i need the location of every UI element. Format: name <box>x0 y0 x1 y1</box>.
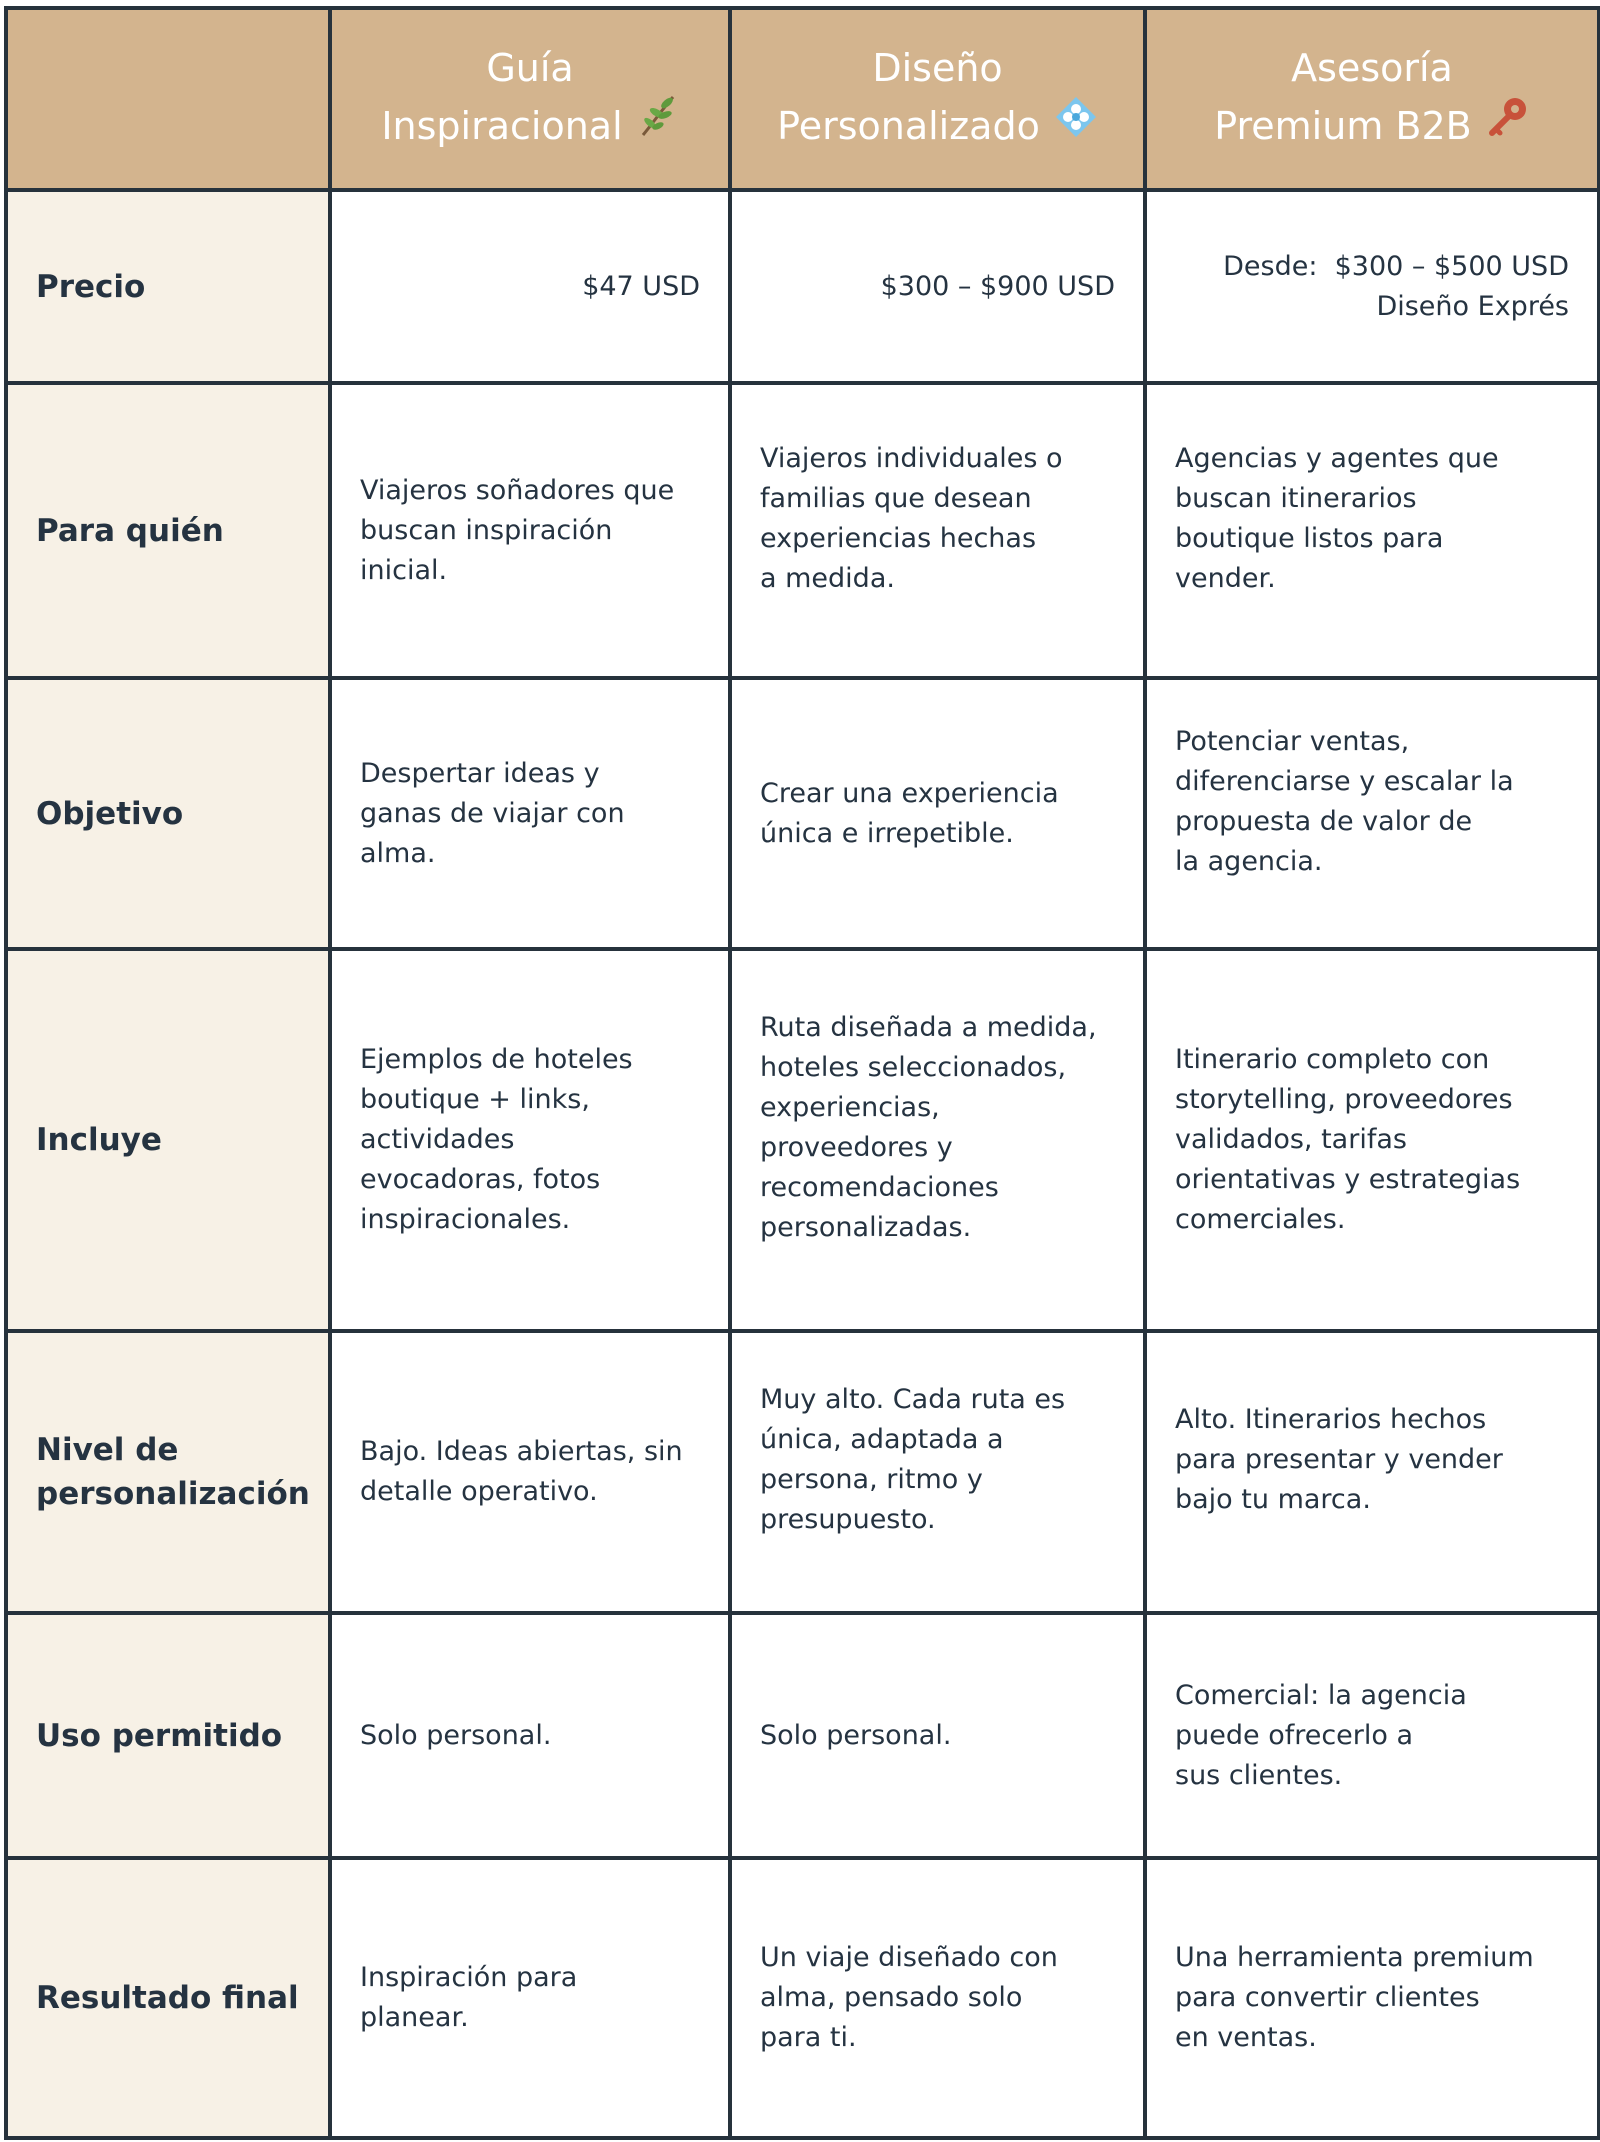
key-icon <box>1486 95 1530 155</box>
header-title-line2: Inspiracional <box>381 103 623 148</box>
header-corner <box>6 8 330 190</box>
header-diseno-personalizado <box>730 8 1145 190</box>
table-cell: Inspiración para planear. <box>330 1858 730 2138</box>
row-uso-permitido <box>6 1613 1599 1858</box>
table-cell: Bajo. Ideas abiertas, sin detalle operativo. <box>330 1331 730 1613</box>
table-cell: Una herramienta premium para convertir clientes en ventas. <box>1145 1858 1599 2138</box>
header-guia-inspiracional <box>330 8 730 190</box>
table-cell: Viajeros individuales o familias que desean experiencias hechas a medida. <box>730 383 1145 678</box>
header-asesoria-premium <box>1145 8 1599 190</box>
herb-icon <box>637 93 679 155</box>
header-title-line1: Diseño <box>872 46 1003 91</box>
table-cell: Despertar ideas y ganas de viajar con alma. <box>330 678 730 949</box>
row-label: Incluye <box>6 949 330 1331</box>
header-title-line1: Guía <box>486 45 574 90</box>
table-cell: Comercial: la agencia puede ofrecerlo a sus clientes. <box>1145 1613 1599 1858</box>
row-label: Precio <box>6 190 330 383</box>
row-label: Uso permitido <box>6 1613 330 1858</box>
table-cell: Alto. Itinerarios hechos para presentar y vender bajo tu marca. <box>1145 1331 1599 1613</box>
row-precio <box>6 190 1599 383</box>
table-cell: Viajeros soñadores que buscan inspiración inicial. <box>330 383 730 678</box>
header-title-line1: Asesoría <box>1291 46 1453 91</box>
header-row <box>6 8 1599 190</box>
price-cell <box>730 190 1145 383</box>
price-cell <box>330 190 730 383</box>
table-cell: Muy alto. Cada ruta es única, adaptada a persona, ritmo y presupuesto. <box>730 1331 1145 1613</box>
diamond-flower-icon <box>1054 95 1098 155</box>
row-objetivo <box>6 678 1599 949</box>
table-cell: Crear una experiencia única e irrepetible. <box>730 678 1145 949</box>
price-value: $300 – $900 USD <box>880 270 1115 302</box>
table-cell: Itinerario completo con storytelling, proveedores validados, tarifas orientativas y estrategias comerciales. <box>1145 949 1599 1331</box>
table-cell: Potenciar ventas, diferenciarse y escalar la propuesta de valor de la agencia. <box>1145 678 1599 949</box>
row-label-line2: personalización <box>36 1476 310 1512</box>
table-cell: Agencias y agentes que buscan itinerarios boutique listos para vender. <box>1145 383 1599 678</box>
table-cell: Ruta diseñada a medida, hoteles seleccionados, experiencias, proveedores y recomendaciones personalizadas. <box>730 949 1145 1331</box>
table-cell: Un viaje diseñado con alma, pensado solo para ti. <box>730 1858 1145 2138</box>
price-value: $47 USD <box>582 270 700 302</box>
row-label: Resultado final <box>6 1858 330 2138</box>
row-label: Para quién <box>6 383 330 678</box>
services-comparison-table <box>4 6 1600 2140</box>
table-cell: Solo personal. <box>730 1613 1145 1858</box>
table-cell: Ejemplos de hoteles boutique + links, actividades evocadoras, fotos inspiracionales. <box>330 949 730 1331</box>
row-label: Objetivo <box>6 678 330 949</box>
row-label-line1: Nivel de <box>36 1432 179 1468</box>
row-nivel-personalizacion <box>6 1331 1599 1613</box>
header-title-line2: Premium B2B <box>1214 104 1472 149</box>
row-incluye <box>6 949 1599 1331</box>
header-title-line2: Personalizado <box>777 104 1040 149</box>
price-cell <box>1145 190 1599 383</box>
price-value: Desde: $300 – $500 USD <box>1223 250 1569 282</box>
row-para-quien <box>6 383 1599 678</box>
row-resultado-final <box>6 1858 1599 2138</box>
row-label <box>6 1331 330 1613</box>
price-note: Diseño Exprés <box>1376 290 1569 322</box>
table-cell: Solo personal. <box>330 1613 730 1858</box>
